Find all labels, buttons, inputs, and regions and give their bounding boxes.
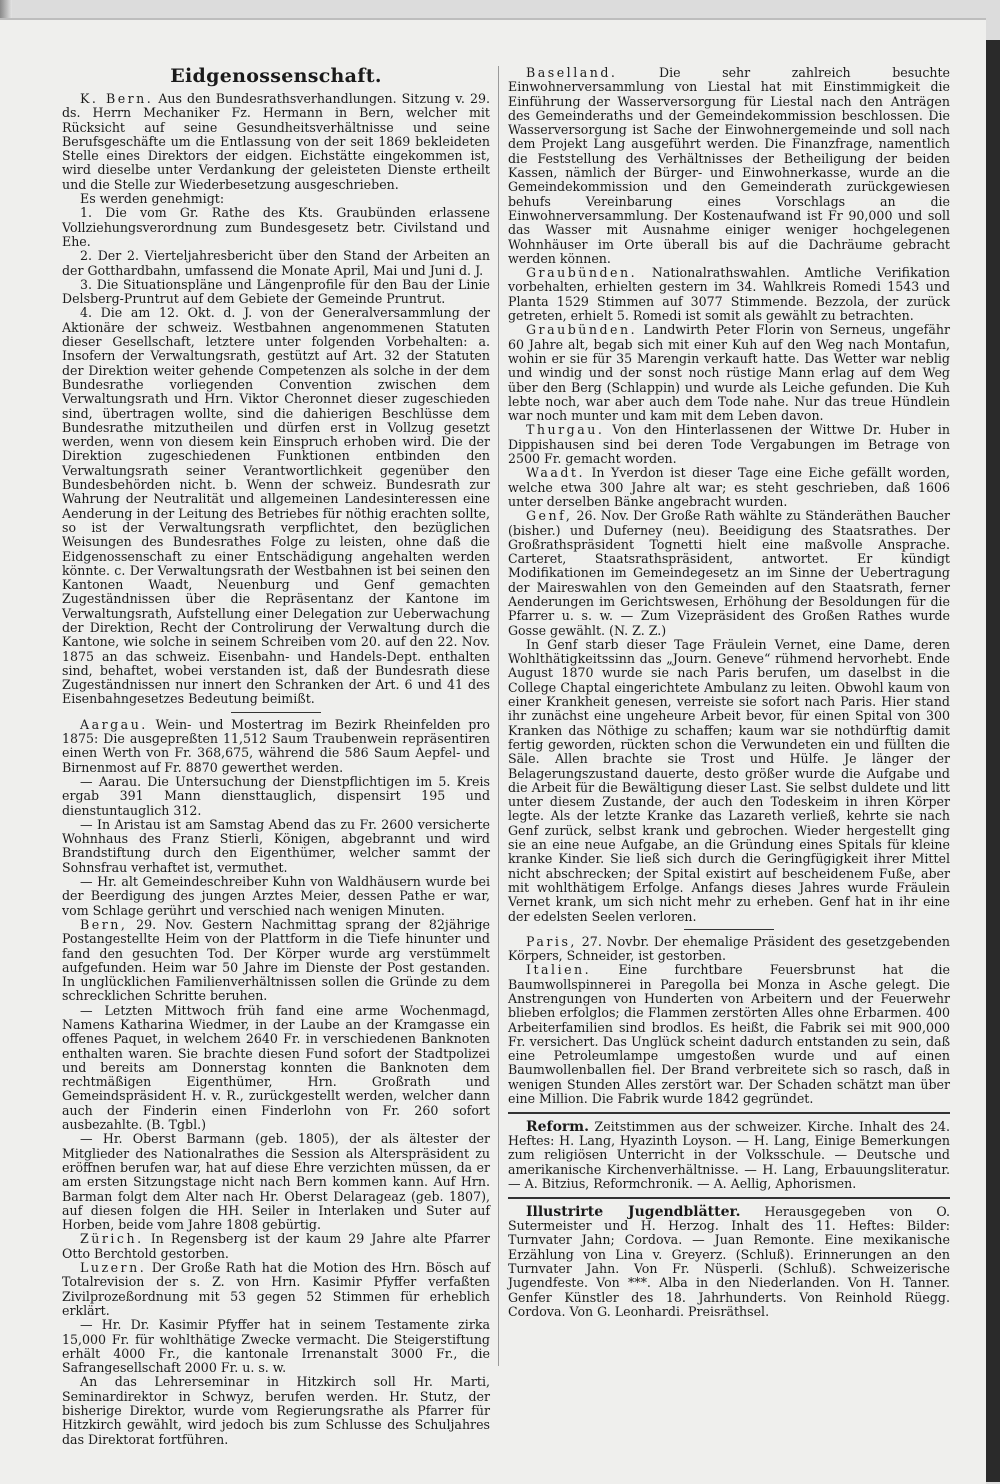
article-dateline: Waadt. <box>526 465 585 481</box>
column-divider <box>498 66 499 1366</box>
article-paragraph <box>508 935 950 964</box>
article-paragraph <box>62 818 490 875</box>
article-paragraph <box>62 1375 490 1446</box>
article-paragraph <box>62 1232 490 1261</box>
article-paragraph <box>62 1004 490 1133</box>
article-dateline: Paris, <box>526 933 577 949</box>
article-text: 29. Nov. Gestern Nachmittag sprang der 82jährige Postangestellte Heim von der Plattform in die Tiefe hinunter und fand den gesuchten Tod. Der Körper wurde arg verstümmelt aufgefunden. Heim war 50 Jahre im Dienste der Post gestanden. In unglücklichen Familienverhältnissen sollen die Gründe zu dem schrecklichen Schritte beruhen. <box>62 916 490 1004</box>
article-paragraph <box>62 1261 490 1318</box>
article-text: In Regensberg ist der kaum 29 Jahre alte Pfarrer Otto Berchtold gestorben. <box>62 1231 490 1261</box>
article-paragraph <box>62 92 490 192</box>
article-text: Landwirth Peter Florin von Serneus, ungefähr 60 Jahre alt, begab sich mit einer Kuh auf den Weg nach Montafun, wohin er sie für 35 Marengin verkauft hatte. Das Wetter war neblig und windig und der sonst noch rüstige Mann erlag auf dem Weg über den Berg (Schlappin) und wurde als Leiche gefunden. Die Kuh lebte noch, war aber auch dem Tode nahe. Nur das treue Hündlein war noch munter und kam mit dem Leben davon. <box>508 322 950 424</box>
article-text: 26. Nov. Der Große Rath wählte zu Ständeräthen Baucher (bisher.) und Duferney (neu). Beeidigung des Staatsrathes. Der Großrathspräsident Tognetti hielt eine maßvolle Ansprache. Carteret, Staatsrathspräsident, antwortet. Er kündigt Modifikationen im Gemeindegesetz an im Sinne der Uebertragung der Maireswahlen von den Gemeinden auf den Staatsrath, ferner Aenderungen im Gerichtswesen, Erhöhung der Besoldungen für die Pfarrer u. s. w. — Zum Vizepräsident des Großen Rathes wurde Gosse gewählt. (N. Z. Z.) <box>508 508 950 638</box>
article-dateline: Bern, <box>80 916 128 932</box>
article-paragraph <box>62 249 490 278</box>
article-dateline: Zürich. <box>80 1231 144 1247</box>
section-title: Eidgenossenschaft. <box>170 65 382 87</box>
article-paragraph <box>508 1205 950 1319</box>
left-articles <box>62 92 490 1447</box>
article-text: Zeitstimmen aus der schweizer. Kirche. Inhalt des 24. Heftes: H. Lang, Hyazinth Loyson. — H. Lang, Einige Bemerkungen zum religiösen Unterricht in der Volksschule. — Deutsche und amerikanische Kirchenverhältnisse. — H. Lang, Erbauungsliteratur. — A. Bitzius, Reformchronik. — A. Aellig, Aphorismen. <box>508 1118 950 1192</box>
article-text: 1. Die vom Gr. Rathe des Kts. Graubünden erlassene Vollziehungsverordnung zum Bundesgesetz betr. Civilstand und Ehe. <box>62 205 490 249</box>
article-text: — In Aristau ist am Samstag Abend das zu Fr. 2600 versicherte Wohnhaus des Franz Stierli, Königen, abgebrannt und wird Brandstiftung durch den Eigenthümer, welcher sammt der Sohnsfrau verhaftet ist, vermuthet. <box>62 816 490 875</box>
divider-rule <box>508 1197 950 1199</box>
article-paragraph <box>62 918 490 1004</box>
article-dateline: Genf, <box>526 508 573 524</box>
article-paragraph <box>508 963 950 1106</box>
article-paragraph <box>62 775 490 818</box>
article-paragraph <box>62 718 490 775</box>
article-paragraph <box>508 466 950 509</box>
divider-rule <box>684 929 774 930</box>
article-dateline: Baselland. <box>526 65 618 80</box>
article-text: Von den Hinterlassenen der Wittwe Dr. Huber in Dippishausen sind bei deren Tode Vergabungen im Betrage von 2500 Fr. gemacht worden. <box>508 422 950 467</box>
article-dateline: Illustrirte Jugendblätter. <box>526 1203 741 1220</box>
article-text: — Hr. Dr. Kasimir Pfyffer hat in seinem Testamente zirka 15,000 Fr. für wohlthätige Zwecke vermacht. Die Steigerstiftung erhält 4000 Fr., die kantonale Irrenanstalt 3000 Fr., die Safrangesellschaft 2000 Fr. u. s. w. <box>62 1317 490 1376</box>
article-paragraph <box>508 638 950 924</box>
article-paragraph <box>62 1132 490 1232</box>
article-dateline: Luzern. <box>80 1260 147 1276</box>
article-paragraph <box>508 423 950 466</box>
article-dateline: Graubünden. <box>526 322 638 338</box>
article-paragraph <box>62 1318 490 1375</box>
article-text: Wein- und Mostertrag im Bezirk Rheinfelden pro 1875: Die ausgepreßten 11,512 Saum Traubenwein repräsentiren einen Werth von Fr. 368,675, während die 586 Saum Aepfel- und Birnenmost auf Fr. 8870 gewerthet werden. <box>62 716 490 775</box>
article-paragraph <box>508 323 950 423</box>
article-text: In Yverdon ist dieser Tage eine Eiche gefällt worden, welche etwa 300 Jahre alt war; es steht geschrieben, daß 1606 unter derselben Bänke angebracht wurden. <box>508 465 950 509</box>
article-text: — Hr. alt Gemeindeschreiber Kuhn von Waldhäusern wurde bei der Beerdigung des jungen Arztes Meier, dessen Pathe er war, vom Schlage gerührt und verschied nach wenigen Minuten. <box>62 874 490 918</box>
article-text: 27. Novbr. Der ehemalige Präsident des gesetzgebenden Körpers, Schneider, ist gestorben. <box>508 933 950 964</box>
article-text: Es werden genehmigt: <box>80 191 225 207</box>
article-paragraph <box>62 306 490 706</box>
article-dateline: K. Bern. <box>80 91 154 106</box>
article-text: — Hr. Oberst Barmann (geb. 1805), der als ältester der Mitglieder des Nationalrathes die Session als Alterspräsident zu eröffnen berufen war, hat auf diese Ehre verzichten müssen, da er am ersten Sitzungstage nicht nach Bern kommen kann. Auf Hrn. Barman folgt dem Alter nach Hr. Oberst Delarageaz (geb. 1807), auf diesen folgen die HH. Seiler in Interlaken und Suter auf Horben, beide vom Jahre 1808 gebürtig. <box>62 1131 490 1233</box>
article-paragraph <box>62 192 490 206</box>
right-articles <box>508 66 950 1319</box>
article-paragraph <box>508 66 950 266</box>
article-dateline: Thurgau. <box>526 422 605 438</box>
article-text: — Aarau. Die Untersuchung der Dienstpflichtigen im 5. Kreis ergab 391 Mann diensttauglich, dispensirt 195 und dienstuntauglich 312. <box>62 773 490 818</box>
article-text: 2. Der 2. Vierteljahresbericht über den Stand der Arbeiten an der Gotthardbahn, umfassend die Monate April, Mai und Juni d. J. <box>62 248 490 278</box>
article-paragraph <box>508 509 950 638</box>
scan-right-edge <box>986 40 1000 1482</box>
article-paragraph <box>62 278 490 307</box>
article-text: Aus den Bundesrathsverhandlungen. Sitzung v. 29. ds. Herrn Mechaniker Fz. Hermann in Bern, welcher mit Rücksicht auf seine Gesundheitsverhältnisse und seine Berufsgeschäfte um die Entlassung von der seit 1869 bekleideten Stelle eines Direktors der eidgen. Eichstätte eingekommen ist, wird dieselbe unter Verdankung der geleisteten Dienste ertheilt und die Stelle zur Wiederbesetzung ausgeschrieben. <box>62 91 490 192</box>
divider-rule <box>508 1112 950 1114</box>
article-text: — Letzten Mittwoch früh fand eine arme Wochenmagd, Namens Katharina Wiedmer, in der Laube an der Kramgasse ein offenes Paquet, in welchem 2640 Fr. in verschiedenen Banknoten enthalten waren. Sie brachte diesen Fund sofort der Stadtpolizei und bereits am Donnerstag konnten die Banknoten dem rechtmäßigen Eigenthümer, Hrn. Großrath und Gemeindspräsident H. v. R., zurückgestellt werden, welcher dann auch der Finderin einen Finderlohn von Fr. 260 sofort ausbezahlte. (B. Tgbl.) <box>62 1002 490 1133</box>
divider-rule <box>231 712 321 713</box>
article-text: An das Lehrerseminar in Hitzkirch soll Hr. Marti, Seminardirektor in Schwyz, berufen werden. Hr. Stutz, der bisherige Direktor, wurde vom Regierungsrathe als Pfarrer für Hitzkirch gewählt, wird jedoch bis zum Schlusse des Schuljahres das Direktorat fortführen. <box>62 1374 490 1447</box>
article-text: 4. Die am 12. Okt. d. J. von der Generalversammlung der Aktionäre der schweiz. Westbahnen angenommenen Statuten dieser Gesellschaft, letztere unter folgenden Vorbehalten: a. Insofern der Verwaltungsrath, gestützt auf Art. 32 der Statuten der Direktion weiter gehende Competenzen als solche in der dem Bundesrathe vorliegenden Convention zwischen dem Verwaltungsrath und Hrn. Viktor Cheronnet dieser zugeschieden sind, übertragen wollte, sind die dahierigen Beschlüsse dem Bundesrathe mitzutheilen und dürfen erst in Vollzug gesetzt werden, wenn von diesem kein Einspruch erhoben wird. Die der Direktion zugeschiedenen Funktionen entbinden den Verwaltungsrath seiner Verantwortlichkeit gegenüber den Bundesbehörden nicht. b. Wenn der schweiz. Bundesrath zur Wahrung der Neutralität und allgemeinen Landesinteressen eine Aenderung in der Leitung des Betriebes für nöthig erachten sollte, so ist der Verwaltungsrath verpflichtet, den bezüglichen Weisungen des Bundesrathes Folge zu leisten, ohne daß die Eidgenossenschaft zu einer Entschädigung angehalten werden könnte. c. Der Verwaltungsrath der Westbahnen ist bei seinen den Kantonen Waadt, Neuenburg und Genf gemachten Zugeständnissen über die Repräsentanz der Kantone im Verwaltungsrath, Aufstellung einer Delegation zur Ueberwachung der Direktion, Recht der Controlirung der Verwaltung durch die Kantone, wie solche in seinem Schreiben vom 20. auf den 22. Nov. 1875 an das schweiz. Eisenbahn- und Handels-Dept. enthalten sind, behaftet, wobei verstanden ist, daß der Bundesrath diese Zugeständnissen nur innert den Schranken der Art. 6 und 41 des Eisenbahngesetzes Bedeutung beimißt. <box>62 305 490 707</box>
article-dateline: Aargau. <box>80 716 148 732</box>
left-column <box>62 64 490 1447</box>
article-paragraph <box>62 875 490 918</box>
article-text: Nationalrathswahlen. Amtliche Verifikation vorbehalten, erhielten gestern im 34. Wahlkreis Romedi 1543 und Planta 1529 Stimmen auf 3077 Stimmende. Bezzola, der zurück getreten, erhielt 5. Romedi ist somit als gewählt zu betrachten. <box>508 265 950 324</box>
article-text: Eine furchtbare Feuersbrunst hat die Baumwollspinnerei in Paregolla bei Monza in Asche gelegt. Die Anstrengungen von Hunderten von Arbeitern und der Feuerwehr blieben erfolglos; die Flammen zerstörten Alles ohne Erbarmen. 400 Arbeiterfamilien sind brodlos. Es heißt, die Fabrik sei mit 900,000 Fr. versichert. Das Unglück scheint dadurch entstanden zu sein, daß eine Petroleumlampe umgestoßen wurde und auf einen Baumwollenballen fiel. Der Brand verbreitete sich so rasch, daß in wenigen Stunden Alles zerstört war. Der Schaden schätzt man über eine Million. Die Fabrik wurde 1842 gegründet. <box>508 962 950 1107</box>
article-dateline: Reform. <box>526 1118 589 1135</box>
article-dateline: Italien. <box>526 962 592 978</box>
article-text: 3. Die Situationspläne und Längenprofile für den Bau der Linie Delsberg-Pruntrut auf dem Gebiete der Gemeinde Pruntrut. <box>62 276 490 307</box>
article-dateline: Graubünden. <box>526 265 638 281</box>
right-column <box>508 66 950 1319</box>
article-text: Der Große Rath hat die Motion des Hrn. Bösch auf Totalrevision der s. Z. von Hrn. Kasimir Pfyffer verfaßten Zivilprozeßordnung mit 53 gegen 52 Stimmen für erheblich erklärt. <box>62 1260 490 1318</box>
article-text: Die sehr zahlreich besuchte Einwohnerversammlung von Liestal hat mit Einstimmigkeit die Einführung der Wasserversorgung für Liestal nach den Anträgen des Gemeinderaths und der Gemeindekommission beschlossen. Die Wasserversorgung ist Sache der Einwohnergemeinde und soll nach dem Projekt Lang ausgeführt werden. Die Finanzfrage, namentlich die Feststellung des Verhältnisses der Betheiligung der beiden Kassen, nämlich der Bürger- und Einwohnerkasse, wurde an die Gemeindekommission und den Gemeinderath zurückgewiesen behufs Vereinbarung eines Vorschlags an die Einwohnerversammlung. Der Kostenaufwand ist Fr 90,000 und soll das Wasser mit Ausnahme einiger weniger hochgelegenen Wohnhäuser im Orte überall bis auf die Dachräume gebracht werden können. <box>508 65 950 266</box>
article-paragraph <box>62 206 490 249</box>
article-paragraph <box>508 266 950 323</box>
article-text: Herausgegeben von O. Sutermeister und H. Herzog. Inhalt des 11. Heftes: Bilder: Turnvater Jahn; Cordova. — Juan Remonte. Eine mexikanische Erzählung von Lina v. Greyerz. (Schluß). Erinnerungen an den Turnvater Jahn. Von Fr. Nüsperli. (Schluß). Schweizerische Jugendfeste. Von ***. Alba in den Niederlanden. Von H. Tanner. Genfer Künstler des 18. Jahrhunderts. Von Reinhold Rüegg. Cordova. Von G. Leonhardi. Preisräthsel. <box>508 1203 950 1319</box>
article-paragraph <box>508 1120 950 1191</box>
article-text: In Genf starb dieser Tage Fräulein Vernet, eine Dame, deren Wohlthätigkeitssinn das „Journ. Geneve“ rühmend hervorhebt. Ende August 1870 wurde sie nach Paris berufen, um daselbst in die College Chaptal eingerichtete Ambulanz zu leiten. Obwohl kaum von einer Krankheit genesen, verreiste sie sofort nach Paris. Hier stand ihr zunächst eine ungeheure Arbeit bevor, für einen Spital von 300 Kranken das Nöthige zu schaffen; kaum war sie nothdürftig damit fertig geworden, rückten schon die Verwundeten ein und füllten die Säle. Allen brachte sie Trost und Hülfe. Je länger der Belagerungszustand dauerte, desto größer wurde die Aufgabe und die Arbeit für die Bewältigung dieser Last. Sie selbst duldete und litt unter diesem Zustande, der auch den Todeskeim in ihren Körper legte. Als der letzte Kranke das Lazareth verließ, kehrte sie nach Genf zurück, selbst krank und gebrochen. Wieder hergestellt ging sie an eine neue Aufgabe, an die Gründung eines Spitals für kleine kranke Kinder. Sie ließ sich durch die Geringfügigkeit ihrer Mittel nicht abschrecken; der Spital existirt auf bescheidenem Fuße, aber mit wohlthätigem Erfolge. Anfangs dieses Jahres wurde Fräulein Vernet krank, um sich nicht mehr zu erheben. Genf hat in ihr eine der edelsten Seelen verloren. <box>508 636 950 924</box>
